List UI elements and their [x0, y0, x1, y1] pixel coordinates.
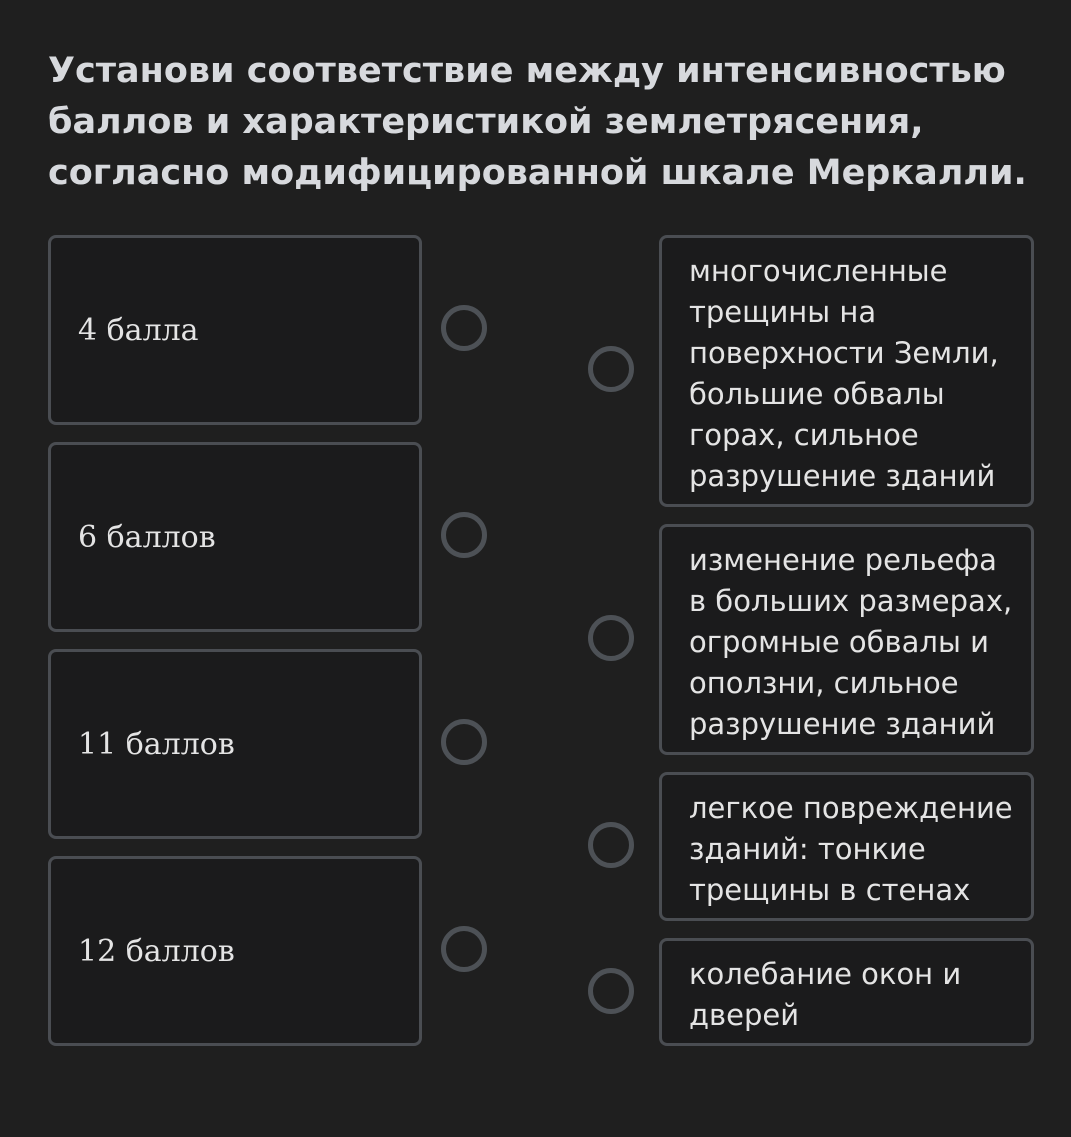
right-option-text-line: разрушение зданий	[689, 459, 996, 493]
right-option-text-line: трещины на	[689, 295, 877, 329]
right-option-text-line: поверхности Земли,	[689, 336, 999, 370]
right-option-card-2[interactable]	[659, 524, 1034, 755]
left-option-card-4[interactable]	[48, 235, 422, 425]
question-line-3: согласно модифицированной шкале Меркалли.	[48, 153, 1027, 193]
right-option-text-line: зданий: тонкие	[689, 832, 926, 866]
left-option-label: 12 баллов	[78, 933, 235, 969]
right-option-text-line: горах, сильное	[689, 418, 919, 452]
right-option-card-3[interactable]	[659, 772, 1034, 921]
left-option-radio-6[interactable]	[441, 512, 487, 558]
right-option-text-line: колебание окон и	[689, 957, 962, 991]
right-option-text-line: разрушение зданий	[689, 707, 996, 741]
right-option-text-line: легкое повреждение	[689, 791, 1013, 825]
left-option-radio-11[interactable]	[441, 719, 487, 765]
right-option-card-1[interactable]	[659, 235, 1034, 507]
left-option-card-11[interactable]	[48, 649, 422, 839]
left-option-radio-12[interactable]	[441, 926, 487, 972]
right-option-radio-4[interactable]	[588, 968, 634, 1014]
right-option-text-line: трещины в стенах	[689, 873, 971, 907]
right-option-text-line: оползни, сильное	[689, 666, 959, 700]
right-option-radio-3[interactable]	[588, 822, 634, 868]
left-option-card-12[interactable]	[48, 856, 422, 1046]
left-option-label: 11 баллов	[78, 726, 235, 762]
question-line-2: баллов и характеристикой землетрясения,	[48, 102, 924, 142]
question-text	[48, 46, 1048, 199]
right-option-text-line: дверей	[689, 998, 800, 1032]
right-option-radio-2[interactable]	[588, 615, 634, 661]
right-option-radio-1[interactable]	[588, 346, 634, 392]
right-option-text-line: большие обвалы	[689, 377, 945, 411]
right-option-text-line: в больших размерах,	[689, 584, 1013, 618]
left-option-label: 6 баллов	[78, 519, 216, 555]
right-option-text-line: изменение рельефа	[689, 543, 997, 577]
right-option-card-4[interactable]	[659, 938, 1034, 1046]
left-option-card-6[interactable]	[48, 442, 422, 632]
right-option-text-line: многочисленные	[689, 254, 948, 288]
left-option-label: 4 балла	[78, 312, 199, 348]
left-option-radio-4[interactable]	[441, 305, 487, 351]
right-option-text-line: огромные обвалы и	[689, 625, 989, 659]
question-line-1: Установи соответствие между интенсивностью	[48, 51, 1006, 91]
